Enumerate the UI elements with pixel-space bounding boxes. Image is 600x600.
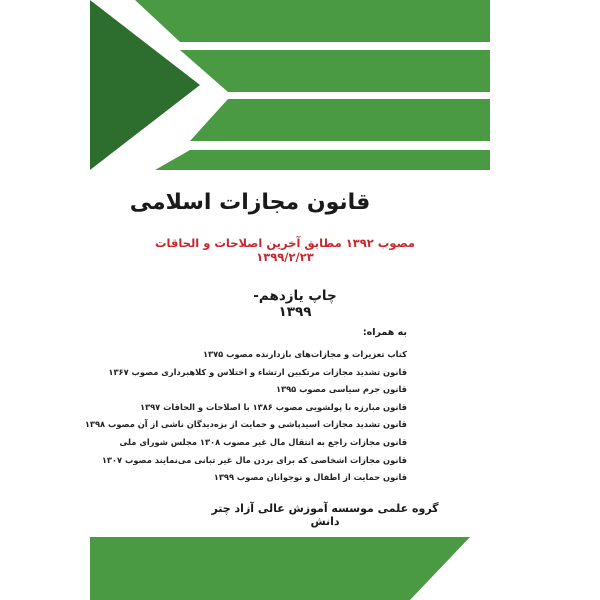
top-stripe-3 [190, 99, 490, 141]
list-item: قانون جرم سیاسی مصوب ۱۳۹۵ [275, 384, 407, 395]
list-item: قانون مبارزه با پولشویی مصوب ۱۳۸۶ با اصلاحات و الحاقات ۱۳۹۷ [139, 401, 407, 412]
list-item: کتاب تعزیرات و مجازات‌های بازدارنده مصوب ۱۳۷۵ [202, 349, 407, 359]
list-item: قانون مجازات راجع به انتقال مال غیر مصوب ۱۳۰۸ مجلس شورای ملی [119, 436, 407, 447]
top-stripe-1 [135, 0, 490, 42]
top-stripe-4 [155, 150, 490, 170]
list-item: قانون مجازات اشخاصی که برای بردن مال غیر تبانی می‌نمایند مصوب ۱۳۰۷ [101, 454, 407, 465]
list-item: قانون تشدید مجازات اسیدپاشی و حمایت از بزه‌دیدگان ناشی از آن مصوب ۱۳۹۸ [84, 419, 407, 430]
list-item: قانون تشدید مجازات مرتکبین ارتشاء و اختلاس و کلاهبرداری مصوب ۱۳۶۷ [108, 366, 407, 377]
appendices-list [84, 346, 407, 487]
list-item: قانون حمایت از اطفال و نوجوانان مصوب ۱۳۹۹ [213, 472, 407, 483]
publisher-name: گروه علمی موسسه آموزش عالی آزاد چتر دانش [211, 502, 439, 528]
bottom-stripe-1 [90, 537, 470, 600]
appendices-heading: به همراه: [362, 327, 407, 338]
book-subtitle: مصوب ۱۳۹۲ مطابق آخرین اصلاحات و الحاقات ۱۳۹۹/۲/۲۳ [154, 236, 416, 264]
edition-label: چاپ یازدهم- ۱۳۹۹ [253, 288, 337, 320]
book-title: قانون مجازات اسلامی [129, 190, 371, 215]
top-stripe-2 [180, 50, 490, 92]
